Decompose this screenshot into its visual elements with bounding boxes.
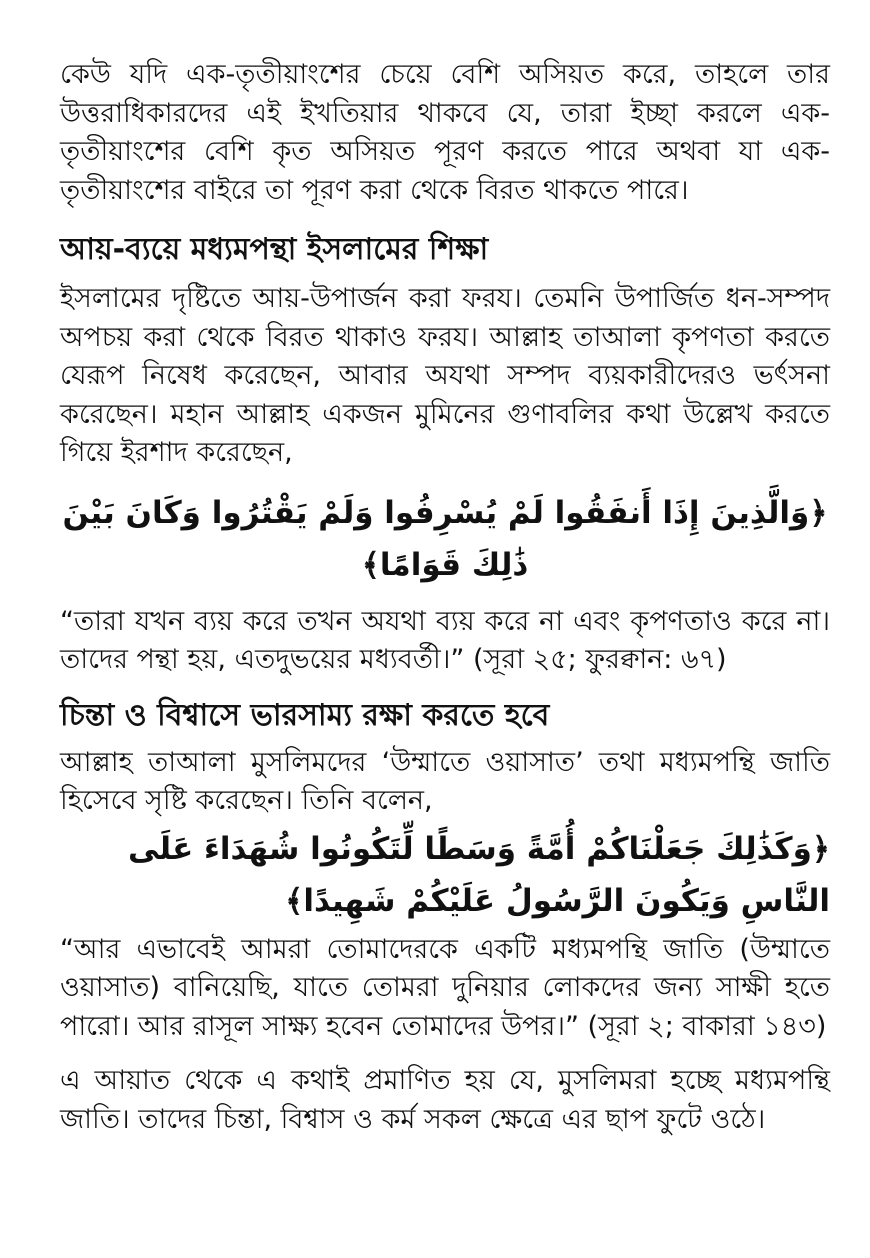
heading-moderation-income-expense: আয়-ব্যয়ে মধ্যমপন্থা ইসলামের শিক্ষা: [60, 232, 489, 267]
book-page: [60, 56, 830, 1139]
paragraph-ummah-wasat: আল্লাহ তাআলা মুসলিমদের ‘উম্মাতে ওয়াসাত’ তথা মধ্যমপন্থি জাতি হিসেবে সৃষ্টি করেছেন। তিনি বলেন,: [60, 746, 830, 816]
paragraph-conclusion: এ আয়াত থেকে এ কথাই প্রমাণিত হয় যে, মুসলিমরা হচ্ছে মধ্যমপন্থি জাতি। তাদের চিন্তা, বিশ্বাস ও কর্ম সকল ক্ষেত্রে এর ছাপ ফুটে ওঠে।: [60, 1065, 830, 1135]
translation-furqan-67: “তারা যখন ব্যয় করে তখন অযথা ব্যয় করে না এবং কৃপণতাও করে না। তাদের পন্থা হয়, এতদুভয়ের মধ্যবর্তী।” (সূরা ২৫; ফুরক্বান: ৬৭): [60, 605, 830, 675]
quran-verse-furqan-67: ﴿وَالَّذِينَ إِذَا أَنفَقُوا لَمْ يُسْرِفُوا وَلَمْ يَقْتُرُوا وَكَانَ بَيْنَ ذَٰلِكَ قَوَامًا﴾: [62, 494, 828, 583]
paragraph-earning-spending: ইসলামের দৃষ্টিতে আয়-উপার্জন করা ফরয। তেমনি উপার্জিত ধন-সম্পদ অপচয় করা থেকে বিরত থাকাও ফরয। আল্লাহ তাআলা কৃপণতা করতে যেরূপ নিষেধ করেছেন, আবার অযথা সম্পদ ব্যয়কারীদেরও ভর্ৎসনা করেছেন। মহান আল্লাহ একজন মুমিনের গুণাবলির কথা উল্লেখ করতে গিয়ে ইরশাদ করেছেন,: [60, 283, 830, 468]
quran-verse-baqarah-143: ﴿وَكَذَٰلِكَ جَعَلْنَاكُمْ أُمَّةً وَسَطًا لِّتَكُونُوا شُهَدَاءَ عَلَى النَّاسِ وَيَكُونَ الرَّسُولُ عَلَيْكُمْ شَهِيدًا﴾: [128, 830, 830, 919]
heading-balance-thought-belief: চিন্তা ও বিশ্বাসে ভারসাম্য রক্ষা করতে হবে: [60, 697, 550, 733]
paragraph-will-inheritance: কেউ যদি এক-তৃতীয়াংশের চেয়ে বেশি অসিয়ত করে, তাহলে তার উত্তরাধিকারদের এই ইখতিয়ার থাকবে যে, তারা ইচ্ছা করলে এক-তৃতীয়াংশের বেশি কৃত অসিয়ত পূরণ করতে পারে অথবা যা এক-তৃতীয়াংশের বাইরে তা পূরণ করা থেকে বিরত থাকতে পারে।: [60, 59, 830, 206]
translation-baqarah-143: “আর এভাবেই আমরা তোমাদেরকে একটি মধ্যমপন্থি জাতি (উম্মাতে ওয়াসাত) বানিয়েছি, যাতে তোমরা দুনিয়ার লোকদের জন্য সাক্ষী হতে পারো। আর রাসূল সাক্ষ্য হবেন তোমাদের উপর।” (সূরা ২; বাকারা ১৪৩): [60, 933, 830, 1042]
